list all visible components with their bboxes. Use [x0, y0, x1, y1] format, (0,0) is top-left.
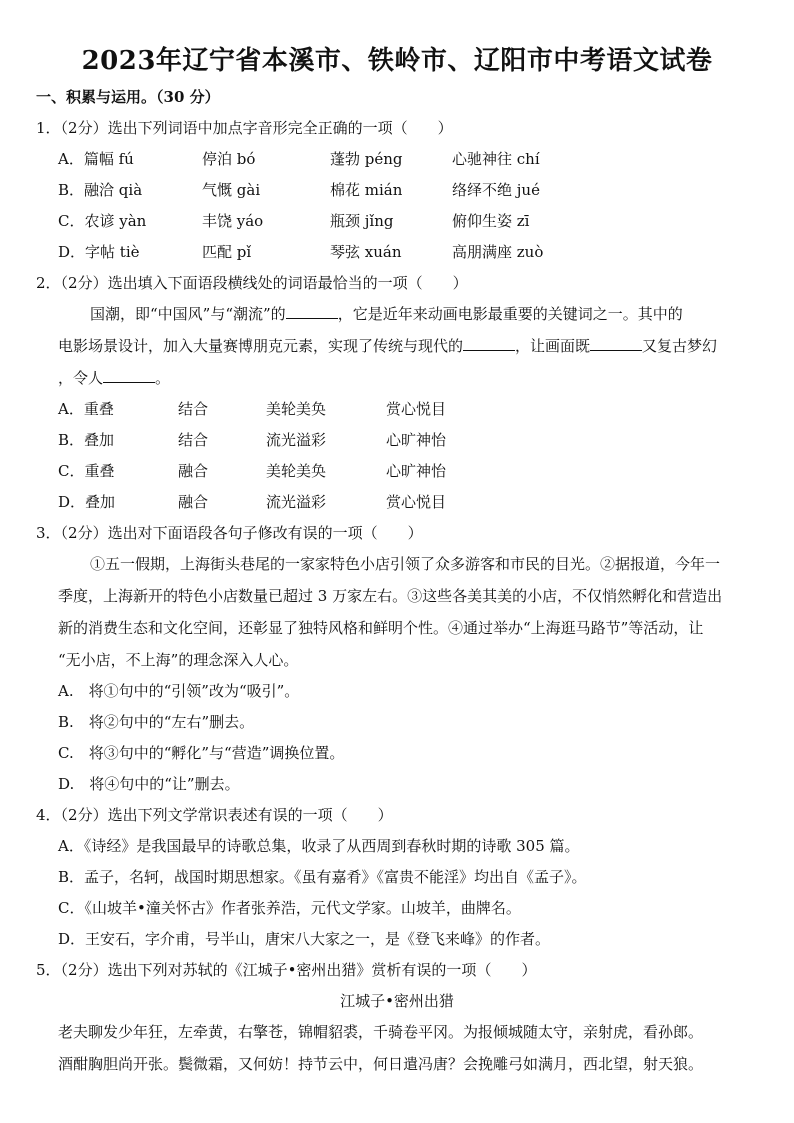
q3-passage-line: 季度，上海新开的特色小店数量已超过 3 万家左右。③这些各美其美的小店，不仅悄然孵化和营造出 — [58, 587, 723, 605]
q2-option-c-1: C．重叠 — [58, 462, 115, 480]
q1-option-c-3: 瓶颈 jǐng — [330, 212, 394, 230]
q2-option-a-4: 赏心悦目 — [386, 400, 447, 418]
q1-stem: 1．（2分）选出下列词语中加点字音形完全正确的一项（ ） — [36, 119, 453, 137]
q4-option-c: C．《山坡羊•潼关怀古》作者张养浩，元代文学家。山坡羊，曲牌名。 — [58, 899, 521, 917]
q3-stem: 3．（2分）选出对下面语段各句子修改有误的一项（ ） — [36, 524, 423, 542]
q3-passage-line: “无小店，不上海”的理念深入人心。 — [58, 651, 299, 669]
q4-option-d: D．王安石，字介甫，号半山，唐宋八大家之一，是《登飞来峰》的作者。 — [58, 930, 551, 948]
q2-text: 又复古梦幻 — [642, 337, 718, 355]
q1-option-b-4: 络绎不绝 jué — [452, 181, 540, 199]
q2-passage-line-2 — [58, 336, 758, 356]
poem-line: 酒酣胸胆尚开张。鬓微霜，又何妨！持节云中，何日遣冯唐？会挽雕弓如满月，西北望，射天狼。 — [58, 1055, 704, 1073]
q1-option-a-1: A．篇幅 fú — [58, 150, 134, 168]
q2-option-a-3: 美轮美奂 — [266, 400, 327, 418]
q3-option-b: B. 将②句中的“左右”删去。 — [58, 713, 255, 731]
q2-text: ，它是近年来动画电影最重要的关键词之一。其中的 — [337, 305, 683, 323]
q1-option-c-1: C．农谚 yàn — [58, 212, 147, 230]
q1-option-b-3: 棉花 mián — [330, 181, 403, 199]
q2-option-d-2: 融合 — [178, 493, 209, 511]
q2-option-a-2: 结合 — [178, 400, 209, 418]
q1-option-b-1: B．融洽 qià — [58, 181, 143, 199]
section-heading: 一、积累与运用。（30 分） — [36, 88, 220, 106]
q4-stem: 4．（2分）选出下列文学常识表述有误的一项（ ） — [36, 806, 393, 824]
answer-blank — [590, 336, 642, 351]
poem-line: 老夫聊发少年狂，左牵黄，右擎苍，锦帽貂裘，千骑卷平冈。为报倾城随太守，亲射虎，看孙郎。 — [58, 1023, 704, 1041]
q4-option-b: B．孟子，名轲，战国时期思想家。《虽有嘉肴》《富贵不能淫》均出自《孟子》。 — [58, 868, 587, 886]
q1-option-d-2: 匹配 pǐ — [202, 243, 252, 261]
answer-blank — [463, 336, 515, 351]
q2-text: 。 — [155, 369, 171, 387]
q2-passage-line-3 — [58, 368, 758, 388]
q3-passage-line: 新的消费生态和文化空间，还彰显了独特风格和鲜明个性。④通过举办“上海逛马路节”等活动，让 — [58, 619, 704, 637]
q2-option-b-1: B．叠加 — [58, 431, 115, 449]
q2-text: ，令人 — [58, 369, 104, 387]
q2-option-b-4: 心旷神怡 — [386, 431, 447, 449]
q1-option-b-2: 气慨 gài — [202, 181, 261, 199]
q1-option-d-4: 高朋满座 zuò — [452, 243, 544, 261]
q5-stem: 5．（2分）选出下列对苏轼的《江城子•密州出猎》赏析有误的一项（ ） — [36, 961, 537, 979]
q1-option-a-2: 停泊 bó — [202, 150, 256, 168]
answer-blank — [103, 368, 155, 383]
q2-option-d-1: D．叠加 — [58, 493, 116, 511]
q1-option-a-3: 蓬勃 péng — [330, 150, 403, 168]
q2-text: ，让画面既 — [515, 337, 591, 355]
q2-text: 电影场景设计，加入大量赛博朋克元素，实现了传统与现代的 — [58, 337, 464, 355]
answer-blank — [286, 304, 338, 319]
q2-option-b-3: 流光溢彩 — [266, 431, 327, 449]
q4-option-a: A．《诗经》是我国最早的诗歌总集，收录了从西周到春秋时期的诗歌 305 篇。 — [58, 837, 580, 855]
q2-passage-line-1 — [90, 304, 790, 324]
exam-title: 2023年辽宁省本溪市、铁岭市、辽阳市中考语文试卷 — [81, 46, 713, 76]
q1-option-a-4: 心驰神往 chí — [452, 150, 540, 168]
q3-option-a: A. 将①句中的“引领”改为“吸引”。 — [58, 682, 300, 700]
q3-option-d: D. 将④句中的“让”删去。 — [58, 775, 240, 793]
q1-option-d-3: 琴弦 xuán — [330, 243, 402, 261]
q2-stem: 2．（2分）选出填入下面语段横线处的词语最恰当的一项（ ） — [36, 274, 468, 292]
q2-option-c-3: 美轮美奂 — [266, 462, 327, 480]
q1-option-c-4: 俯仰生姿 zī — [452, 212, 530, 230]
q2-option-b-2: 结合 — [178, 431, 209, 449]
q3-passage-line: ①五一假期，上海街头巷尾的一家家特色小店引领了众多游客和市民的目光。②据报道，今年一 — [90, 555, 721, 573]
q2-option-c-2: 融合 — [178, 462, 209, 480]
q2-option-d-3: 流光溢彩 — [266, 493, 327, 511]
q2-option-c-4: 心旷神怡 — [386, 462, 447, 480]
q1-option-c-2: 丰饶 yáo — [202, 212, 264, 230]
q1-option-d-1: D．字帖 tiè — [58, 243, 140, 261]
q2-option-d-4: 赏心悦目 — [386, 493, 447, 511]
poem-title: 江城子•密州出猎 — [340, 992, 454, 1010]
q2-option-a-1: A．重叠 — [58, 400, 114, 418]
q3-option-c: C. 将③句中的“孵化”与“营造”调换位置。 — [58, 744, 345, 762]
q2-text: 国潮，即“中国风”与“潮流”的 — [90, 305, 286, 323]
